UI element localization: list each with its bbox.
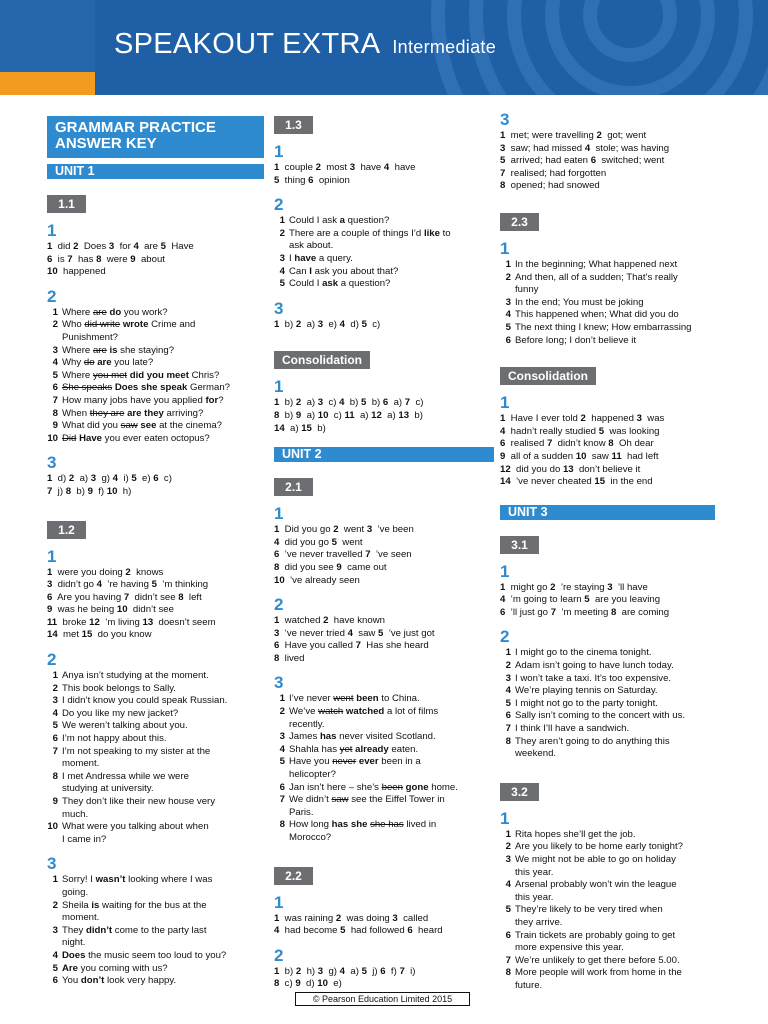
answer-line: 4 had become 5 had followed 6 heard [274, 925, 443, 937]
list-item: 10 Did Have you ever eaten octopus? [47, 432, 210, 444]
list-item: 9 What did you saw see at the cinema? [52, 420, 223, 432]
list-item: 3 I didn’t know you could speak Russian. [52, 695, 228, 707]
answer-line: 1 did 2 Does 3 for 4 are 5 Have [47, 241, 194, 252]
exercise-number: 1 [500, 561, 510, 581]
list-item: 1 Rita hopes she’ll get the job. [505, 828, 636, 840]
answer-line: 14 ’ve never cheated 15 in the end [500, 476, 653, 488]
answer-line: 1 b) 2 h) 3 g) 4 a) 5 j) 6 f) 7 i) [274, 965, 416, 977]
answer-line: 8 did you see 9 came out [274, 561, 387, 573]
answer-line: 1 b) 2 a) 3 c) 4 b) 5 b) 6 a) 7 c) [274, 397, 424, 409]
answer-line: 3 ’ve never tried 4 saw 5 ’ve just got [274, 627, 435, 639]
exercise-number: 2 [47, 286, 57, 306]
list-item: 5 Are you coming with us? [52, 962, 168, 974]
answer-list [47, 307, 264, 446]
section-badge: 3.1 [500, 536, 539, 554]
list-item: 2 Sheila is waiting for the bus at the [52, 899, 207, 911]
list-item: Punishment? [62, 331, 118, 343]
list-item: 2 We’ve watch watched a lot of films [279, 706, 439, 718]
answer-line: 6 Are you having 7 didn’t see 8 left [47, 591, 202, 603]
answer-line: 9 was he being 10 didn’t see [47, 604, 174, 616]
exercise-number: 1 [274, 892, 284, 912]
list-item: studying at university. [62, 783, 154, 795]
answer-line: 10 ’ve already seen [274, 574, 360, 586]
list-item: 7 I think I’ll have a sandwich. [505, 723, 630, 735]
list-item: 4 Does the music seem too loud to you? [52, 949, 227, 961]
exercise-number: 2 [274, 595, 284, 615]
list-item: more expensive this year. [515, 942, 624, 954]
list-item: 5 Where you met did you meet Chris? [52, 369, 220, 381]
list-item: 3 I won’t take a taxi. It’s too expensive. [505, 672, 672, 684]
section-badge: 1.1 [47, 195, 86, 213]
list-item: 8 How long has she she has lived in [279, 819, 437, 831]
list-item: 4 Arsenal probably won’t win the league [505, 879, 677, 891]
list-item: 2 There are a couple of things I’d like to [279, 227, 451, 239]
page-title: SPEAKOUT EXTRA Intermediate [114, 28, 497, 60]
list-item: ask about. [289, 240, 334, 252]
answer-line: 12 did you do 13 don’t believe it [500, 463, 641, 475]
answer-list [274, 693, 494, 844]
exercise-number: 2 [500, 627, 510, 647]
list-item: 9 They don’t like their new house very [52, 796, 216, 807]
answer-list [274, 215, 494, 291]
exercise-number: 3 [47, 854, 57, 874]
answer-list [47, 874, 264, 987]
answer-list [500, 259, 715, 347]
list-item: I came in? [62, 833, 107, 845]
list-item: 6 She speaks Does she speak German? [52, 382, 231, 394]
list-item: 8 I met Andressa while we were [52, 770, 189, 782]
answer-line: 6 is 7 has 8 were 9 about [47, 253, 165, 265]
list-item: 5 We weren’t talking about you. [52, 720, 188, 732]
exercise-number: 3 [274, 673, 284, 693]
accent-block [0, 0, 95, 95]
exercise-number: 1 [274, 142, 284, 161]
exercise-number: 2 [274, 195, 284, 215]
exercise-number: 3 [47, 453, 57, 473]
header-banner [0, 0, 768, 95]
answer-line: 8 lived [274, 652, 305, 664]
list-item: 2 Are you likely to be home early tonight? [505, 841, 683, 853]
answer-line: 1 were you doing 2 knows [47, 566, 164, 578]
answer-line: 8 opened; had snowed [500, 180, 600, 192]
answer-list [500, 829, 715, 993]
answer-line: 6 ’ve never travelled 7 ’ve seen [274, 549, 412, 561]
list-item: 7 How many jobs have you applied for? [52, 394, 224, 406]
list-item: 5 Could I ask a question? [279, 278, 391, 290]
answer-line: 6 Have you called 7 Has she heard [274, 640, 429, 652]
list-item: 4 Shahla has yet already eaten. [279, 743, 419, 755]
answer-line: 3 didn’t go 4 ’re having 5 ’m thinking [47, 579, 209, 591]
exercise-number: 3 [274, 298, 284, 318]
exercise-number: 2 [47, 650, 57, 670]
list-item: 3 In the end; You must be joking [505, 296, 644, 308]
list-item: 6 Jan isn’t here – she’s been gone home. [279, 781, 458, 793]
answer-line: 1 met; were travelling 2 got; went [500, 130, 647, 141]
answer-line: 8 b) 9 a) 10 c) 11 a) 12 a) 13 b) [274, 409, 423, 421]
exercise-number: 1 [47, 221, 57, 240]
unit-header: UNIT 3 [500, 505, 715, 520]
list-item: 4 Can I ask you about that? [279, 265, 399, 277]
list-item: 1 I’ve never went been to China. [279, 693, 420, 705]
column-3 [500, 106, 715, 993]
list-item: this year. [515, 891, 554, 903]
list-item: 1 In the beginning; What happened next [505, 258, 678, 270]
answer-line: 11 broke 12 ’m living 13 doesn’t seem [47, 616, 216, 628]
column-2 [274, 106, 494, 991]
list-item: Morocco? [289, 832, 332, 843]
list-item: 3 I have a query. [279, 252, 353, 264]
answer-line: 1 b) 2 a) 3 e) 4 d) 5 c) [274, 318, 381, 330]
list-item: 5 Have you never ever been in a [279, 756, 421, 768]
section-badge: 1.3 [274, 116, 313, 134]
answer-line: 9 all of a sudden 10 saw 11 had left [500, 450, 659, 462]
list-item: 6 Before long; I don’t believe it [505, 334, 637, 346]
column-1 [47, 106, 264, 988]
list-item: 1 I might go to the cinema tonight. [505, 647, 652, 659]
list-item: 4 This happened when; What did you do [505, 309, 679, 321]
list-item: 4 Do you like my new jacket? [52, 707, 179, 719]
section-badge: 3.2 [500, 783, 539, 801]
list-item: moment. [62, 912, 100, 924]
list-item: 2 Who did write wrote Crime and [52, 319, 196, 331]
answer-line: 4 ’m going to learn 5 are you leaving [500, 594, 661, 606]
exercise-number: 1 [500, 393, 510, 413]
exercise-number: 1 [500, 808, 510, 828]
answer-line: 5 arrived; had eaten 6 switched; went [500, 155, 665, 167]
list-item: night. [62, 937, 86, 949]
answer-line: 1 Did you go 2 went 3 ’ve been [274, 524, 414, 536]
answer-line: 6 realised 7 didn’t know 8 Oh dear [500, 438, 654, 450]
answer-line: 1 couple 2 most 3 have 4 have [274, 162, 416, 173]
section-badge: Consolidation [274, 351, 370, 369]
exercise-number: 3 [500, 110, 510, 129]
list-item: recently. [289, 718, 325, 730]
answer-line: 7 j) 8 b) 9 f) 10 h) [47, 485, 132, 497]
list-item: 8 When they are are they arriving? [52, 407, 204, 419]
list-item: 5 The next thing I knew; How embarrassing [505, 321, 692, 333]
exercise-number: 1 [274, 377, 284, 397]
answer-line: 6 ’ll just go 7 ’m meeting 8 are coming [500, 606, 670, 618]
list-item: 3 Where are is she staying? [52, 344, 175, 356]
answer-line: 1 Have I ever told 2 happened 3 was [500, 413, 665, 425]
answer-line: 3 saw; had missed 4 stole; was having [500, 142, 670, 154]
list-item: 10 What were you talking about when [47, 821, 209, 833]
list-item: helicopter? [289, 769, 336, 781]
answer-line: 7 realised; had forgotten [500, 167, 607, 179]
answer-line: 4 hadn’t really studied 5 was looking [500, 425, 660, 437]
list-item: 6 You don’t look very happy. [52, 975, 177, 987]
answer-line: 10 happened [47, 266, 106, 278]
list-item: funny [515, 284, 539, 296]
answer-line: 14 a) 15 b) [274, 422, 326, 434]
list-item: 3 James has never visited Scotland. [279, 731, 436, 743]
list-item: 7 I’m not speaking to my sister at the [52, 745, 211, 757]
section-badge: Consolidation [500, 367, 596, 385]
section-badge: 1.2 [47, 521, 86, 539]
level-label: Intermediate [392, 37, 497, 57]
exercise-number: 2 [274, 945, 284, 965]
list-item: moment. [62, 758, 100, 770]
answer-list [500, 647, 715, 760]
answer-line: 5 thing 6 opinion [274, 174, 350, 186]
answer-line: 1 might go 2 ’re staying 3 ’ll have [500, 581, 648, 593]
list-item: 8 They aren’t going to do anything this [505, 735, 670, 747]
exercise-number: 1 [500, 238, 510, 258]
list-item: 6 Train tickets are probably going to get [505, 929, 676, 941]
section-badge: 2.1 [274, 478, 313, 496]
list-item: 2 Adam isn’t going to have lunch today. [505, 660, 674, 672]
list-item: weekend. [515, 748, 557, 760]
copyright-footer: © Pearson Education Limited 2015 [295, 992, 470, 1006]
unit-header: UNIT 1 [47, 164, 264, 179]
list-item: 2 This book belongs to Sally. [52, 682, 176, 694]
answer-list [47, 670, 264, 846]
answer-line: 8 c) 9 d) 10 e) [274, 978, 342, 990]
list-item: 1 Sorry! I wasn’t looking where I was [52, 874, 213, 886]
answer-line: 4 did you go 5 went [274, 536, 363, 548]
list-item: going. [62, 886, 89, 898]
list-item: 1 Anya isn’t studying at the moment. [52, 670, 209, 682]
list-item: 5 I might not go to the party tonight. [505, 697, 658, 709]
list-item: 6 Sally isn’t coming to the concert with us. [505, 710, 686, 722]
list-item: 8 More people will work from home in the [505, 967, 682, 979]
answer-line: 14 met 15 do you know [47, 629, 152, 641]
answer-key-heading: GRAMMAR PRACTICE ANSWER KEY [47, 116, 264, 158]
list-item: 7 We’re unlikely to get there before 5.00. [505, 954, 680, 966]
list-item: 6 I’m not happy about this. [52, 733, 167, 745]
list-item: 2 And then, all of a sudden; That’s really [505, 271, 678, 283]
unit-header: UNIT 2 [274, 447, 494, 462]
list-item: Paris. [289, 806, 314, 818]
list-item: 3 We might not be able to go on holiday [505, 854, 676, 865]
list-item: 1 Could I ask a question? [279, 215, 390, 227]
list-item: 5 They’re likely to be very tired when [505, 904, 663, 916]
section-badge: 2.3 [500, 213, 539, 231]
answer-line: 1 watched 2 have known [274, 615, 385, 627]
list-item: this year. [515, 866, 554, 878]
exercise-number: 1 [47, 546, 57, 566]
exercise-number: 1 [274, 504, 284, 524]
list-item: 7 We didn’t saw see the Eiffel Tower in [279, 794, 445, 806]
list-item: they arrive. [515, 916, 563, 928]
list-item: 1 Where are do you work? [52, 306, 168, 318]
list-item: 4 We’re playing tennis on Saturday. [505, 685, 658, 697]
section-badge: 2.2 [274, 867, 313, 885]
list-item: 3 They didn’t come to the party last [52, 924, 207, 936]
list-item: 4 Why do are you late? [52, 357, 154, 369]
list-item: future. [515, 979, 543, 991]
answer-line: 1 d) 2 a) 3 g) 4 i) 5 e) 6 c) [47, 473, 172, 485]
list-item: much. [62, 808, 89, 820]
answer-line: 1 was raining 2 was doing 3 called [274, 912, 429, 924]
